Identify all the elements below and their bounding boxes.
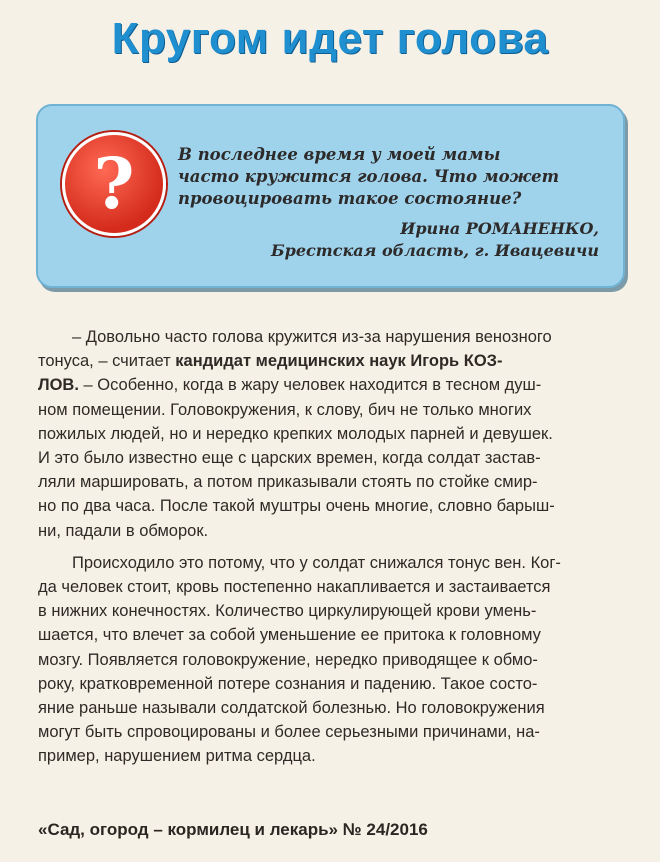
article-text: тонуса, – считает	[38, 352, 171, 371]
question-line: В последнее время у моей мамы	[178, 145, 501, 164]
expert-name-end: ЛОВ.	[38, 376, 79, 395]
article-line: ни, падали в обморок.	[38, 521, 209, 540]
headline: Кругом идет голова	[111, 14, 549, 63]
article-line: ном помещении. Головокружения, к слову, бич не только многих	[38, 400, 532, 419]
article-line: в нижних конечностях. Количество циркулирующей крови умень-	[38, 602, 537, 621]
question-glyph: ?	[93, 142, 135, 225]
article-line: пожилых людей, но и нередко крепких молодых парней и девушек.	[38, 424, 553, 443]
question-author	[179, 218, 599, 262]
article-line: Происходило это потому, что у солдат снижался тонус вен. Ког-	[72, 553, 561, 572]
article-line	[38, 349, 628, 373]
question-box	[36, 104, 625, 288]
expert-name: кандидат медицинских наук Игорь КОЗ-	[175, 352, 503, 371]
article-line: мозгу. Появляется головокружение, нередко приводящее к обмо-	[38, 650, 538, 669]
article-line	[38, 373, 628, 397]
reader-question	[178, 144, 598, 210]
article-line: шается, что влечет за собой уменьшение ее притока к головному	[38, 626, 541, 645]
article-line: но по два часа. После такой муштры очень многие, словно барыш-	[38, 497, 555, 516]
article-line: яние раньше называли солдатской болезнью. Но головокружения	[38, 699, 545, 718]
article-text: – Особенно, когда в жару человек находится в тесном душ-	[83, 376, 542, 395]
question-line: провоцировать такое состояние?	[178, 189, 522, 208]
article-line: ляли маршировать, а потом приказывали стоять по стойке смир-	[38, 473, 538, 492]
article-line: И это было известно еще с царских времен, когда солдат застав-	[38, 449, 541, 468]
author-place: Брестская область, г. Ивацевичи	[271, 241, 599, 260]
article-line: да человек стоит, кровь постепенно накапливается и застаивается	[38, 578, 551, 597]
article-line: пример, нарушением ритма сердца.	[38, 747, 316, 766]
question-mark-icon	[62, 132, 166, 236]
article-line: – Довольно часто голова кружится из-за нарушения венозного	[72, 328, 552, 346]
article-line: року, кратковременной потере сознания и падению. Такое состо-	[38, 674, 538, 693]
author-name: Ирина РОМАНЕНКО,	[400, 219, 599, 238]
question-line: часто кружится голова. Что может	[178, 167, 560, 186]
source-citation: «Сад, огород – кормилец и лекарь» № 24/2016	[38, 820, 428, 839]
article-line: могут быть спровоцированы и более серьезными причинами, на-	[38, 723, 540, 742]
article-body	[38, 325, 628, 769]
